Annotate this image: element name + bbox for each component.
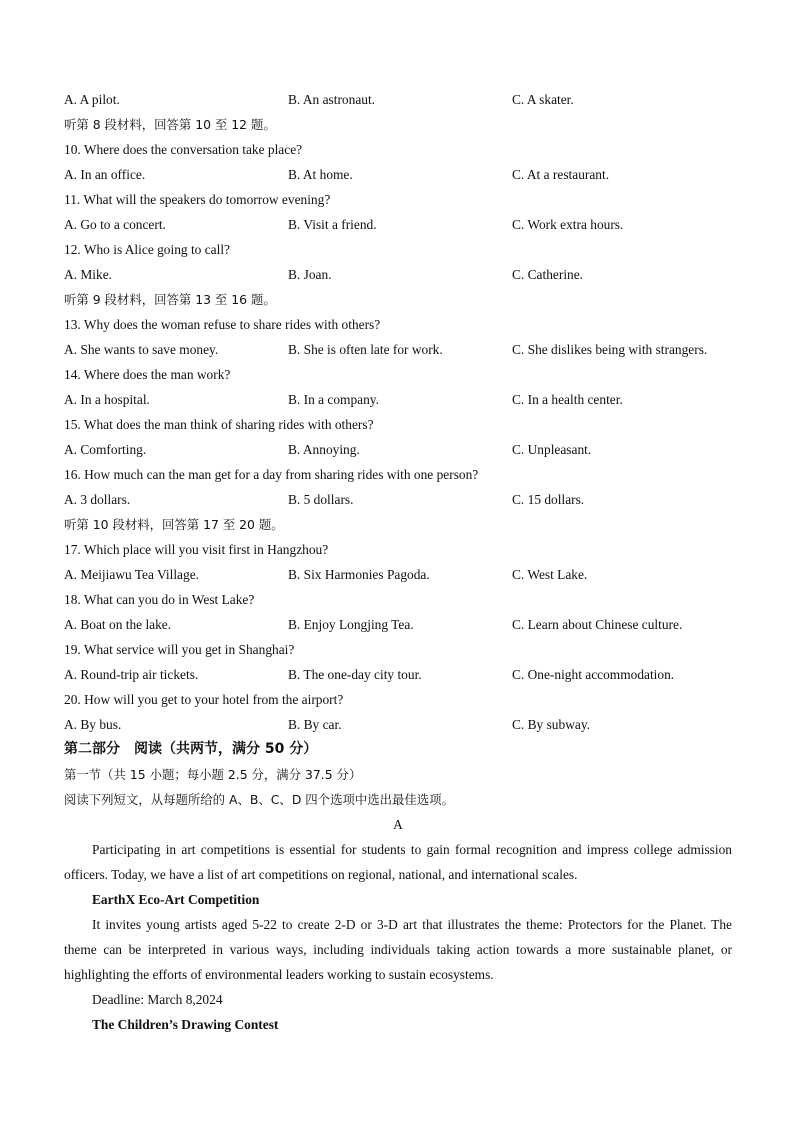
section-10-instruction: 听第 10 段材料，回答第 17 至 20 题。	[64, 517, 284, 532]
part-2-heading: 第二部分 阅读（共两节，满分 50 分）	[64, 741, 318, 757]
option-b: B. At home.	[288, 167, 353, 182]
question-group-8	[64, 137, 732, 287]
competition-2-title: The Children’s Drawing Contest	[92, 1017, 279, 1032]
option-a: A. In a hospital.	[64, 392, 150, 407]
option-a: A. She wants to save money.	[64, 342, 219, 357]
question-15: 15. What does the man think of sharing rides with others?	[64, 417, 374, 432]
passage-letter: A	[393, 817, 403, 832]
question-10-options	[64, 162, 732, 187]
question-19-options	[64, 662, 732, 687]
option-a: A. In an office.	[64, 167, 146, 182]
competition-1-title: EarthX Eco-Art Competition	[92, 892, 260, 907]
competition-1-deadline: Deadline: March 8,2024	[92, 992, 223, 1007]
option-a: A. Mike.	[64, 267, 112, 282]
option-a: A. Boat on the lake.	[64, 617, 172, 632]
question-19: 19. What service will you get in Shanghai?	[64, 642, 295, 657]
question-14-options	[64, 387, 732, 412]
option-b: B. Six Harmonies Pagoda.	[288, 567, 430, 582]
option-c: C. Catherine.	[512, 267, 584, 282]
question-18-options	[64, 612, 732, 637]
option-c: C. 15 dollars.	[512, 492, 585, 507]
option-b: B. An astronaut.	[288, 92, 376, 107]
part-2-instruction: 阅读下列短文，从每题所给的 A、B、C、D 四个选项中选出最佳选项。	[64, 792, 454, 807]
question-18: 18. What can you do in West Lake?	[64, 592, 255, 607]
question-15-options	[64, 437, 732, 462]
option-c: C. In a health center.	[512, 392, 623, 407]
option-b: B. In a company.	[288, 392, 379, 407]
question-11-options	[64, 212, 732, 237]
q9-options	[64, 87, 732, 112]
part-2-subheading: 第一节（共 15 小题；每小题 2.5 分，满分 37.5 分）	[64, 767, 362, 782]
option-b: B. Joan.	[288, 267, 332, 282]
question-13-options	[64, 337, 732, 362]
option-b: B. Annoying.	[288, 442, 360, 457]
question-12-options	[64, 262, 732, 287]
option-c: C. Unpleasant.	[512, 442, 592, 457]
question-17-options	[64, 562, 732, 587]
option-c: C. Work extra hours.	[512, 217, 624, 232]
option-c: C. By subway.	[512, 717, 590, 732]
question-group-10	[64, 537, 732, 737]
option-b: B. Visit a friend.	[288, 217, 377, 232]
option-b: B. She is often late for work.	[288, 342, 443, 357]
section-9-instruction: 听第 9 段材料，回答第 13 至 16 题。	[64, 292, 276, 307]
question-group-9	[64, 312, 732, 512]
question-16: 16. How much can the man get for a day from sharing rides with one person?	[64, 467, 479, 482]
option-b: B. 5 dollars.	[288, 492, 354, 507]
option-b: B. By car.	[288, 717, 342, 732]
question-12: 12. Who is Alice going to call?	[64, 242, 230, 257]
question-10: 10. Where does the conversation take place?	[64, 142, 303, 157]
exam-page	[64, 87, 732, 1037]
question-17: 17. Which place will you visit first in Hangzhou?	[64, 542, 329, 557]
option-b: B. Enjoy Longjing Tea.	[288, 617, 414, 632]
option-c: C. Learn about Chinese culture.	[512, 617, 683, 632]
option-b: B. The one-day city tour.	[288, 667, 422, 682]
option-a: A. By bus.	[64, 717, 122, 732]
option-c: C. West Lake.	[512, 567, 588, 582]
option-a: A. Meijiawu Tea Village.	[64, 567, 199, 582]
option-c: C. One-night accommodation.	[512, 667, 675, 682]
question-20-options	[64, 712, 732, 737]
section-8-instruction: 听第 8 段材料，回答第 10 至 12 题。	[64, 117, 276, 132]
option-c: C. At a restaurant.	[512, 167, 610, 182]
option-a: A. 3 dollars.	[64, 492, 131, 507]
option-a: A. Comforting.	[64, 442, 147, 457]
option-a: A. Go to a concert.	[64, 217, 166, 232]
question-20: 20. How will you get to your hotel from the airport?	[64, 692, 344, 707]
competition-1-paragraph: It invites young artists aged 5-22 to create 2-D or 3-D art that illustrates the theme: Protectors for the Planet. The theme can be interpreted in various ways, including individuals taking action towards a more sustainable planet, or highlighting the efforts of environmental leaders working to sustain ecosystems.	[64, 917, 732, 982]
passage-intro-paragraph: Participating in art competitions is essential for students to gain formal recognition and impress college admission officers. Today, we have a list of art competitions on regional, national, and international scales.	[64, 842, 732, 882]
option-c: C. A skater.	[512, 92, 574, 107]
option-a: A. A pilot.	[64, 92, 120, 107]
question-11: 11. What will the speakers do tomorrow evening?	[64, 192, 331, 207]
option-a: A. Round-trip air tickets.	[64, 667, 199, 682]
question-16-options	[64, 487, 732, 512]
option-c: C. She dislikes being with strangers.	[512, 342, 708, 357]
question-14: 14. Where does the man work?	[64, 367, 231, 382]
question-13: 13. Why does the woman refuse to share rides with others?	[64, 317, 381, 332]
